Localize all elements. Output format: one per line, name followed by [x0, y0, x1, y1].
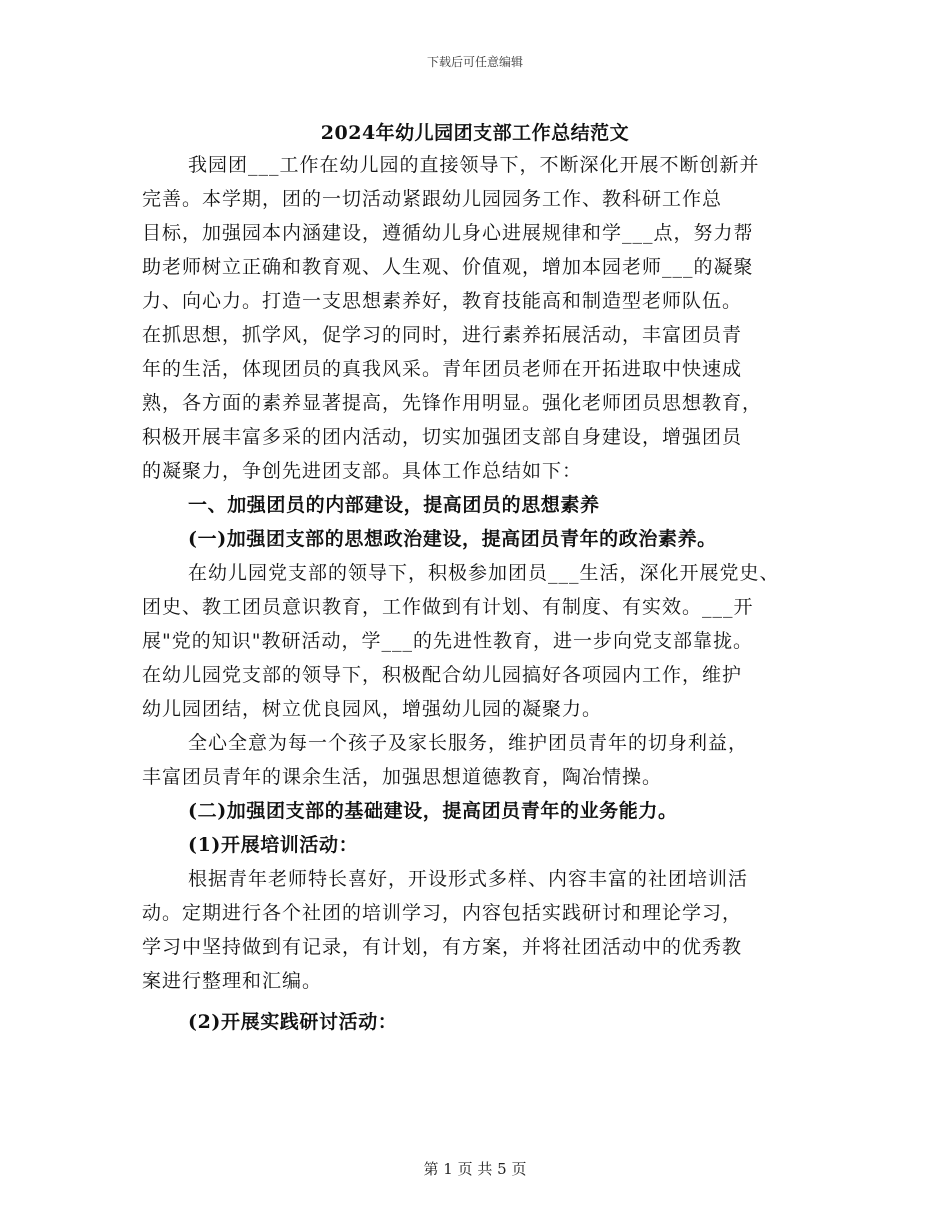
section-heading: 一、加强团员的内部建设，提高团员的思想素养 [188, 494, 600, 516]
paragraph-line: 幼儿园团结，树立优良园风，增强幼儿园的凝聚力。 [142, 698, 603, 720]
paragraph-line: 在幼儿园党支部的领导下，积极配合幼儿园搞好各项园内工作，维护 [142, 664, 743, 686]
item-heading: (1)开展培训活动： [188, 834, 359, 856]
download-note: 下载后可任意编辑 [426, 55, 523, 69]
paragraph-line: 展"党的知识"教研活动，学___的先进性教育，进一步向党支部靠拢。 [142, 630, 753, 652]
paragraph-line: 动。定期进行各个社团的培训学习，内容包括实践研讨和理论学习， [142, 902, 743, 924]
paragraph-line: 力、向心力。打造一支思想素养好，教育技能高和制造型老师队伍。 [142, 290, 743, 312]
paragraph-line: 全心全意为每一个孩子及家长服务，维护团员青年的切身利益， [188, 732, 749, 754]
paragraph-line: 年的生活，体现团员的真我风采。青年团员老师在开拓进取中快速成 [142, 358, 743, 380]
paragraph-line: 我园团___工作在幼儿园的直接领导下，不断深化开展不断创新并 [188, 154, 760, 176]
paragraph-line: 丰富团员青年的课余生活，加强思想道德教育，陶冶情操。 [142, 766, 663, 788]
paragraph-line: 积极开展丰富多采的团内活动，切实加强团支部自身建设，增强团员 [142, 426, 743, 448]
subsection-heading: (一)加强团支部的思想政治建设，提高团员青年的政治素养。 [188, 528, 717, 550]
paragraph-line: 在抓思想，抓学风，促学习的同时，进行素养拓展活动，丰富团员青 [142, 324, 743, 346]
subsection-heading: (二)加强团支部的基础建设，提高团员青年的业务能力。 [188, 800, 678, 822]
document-title: 2024年幼儿园团支部工作总结范文 [320, 122, 630, 144]
paragraph-line: 学习中坚持做到有记录，有计划，有方案，并将社团活动中的优秀教 [142, 936, 743, 958]
paragraph-line: 案进行整理和汇编。 [142, 970, 323, 992]
document-body [142, 148, 812, 1039]
paragraph-line: 目标，加强园本内涵建设，遵循幼儿身心进展规律和学___点，努力帮 [142, 222, 754, 244]
item-heading: (2)开展实践研讨活动： [188, 1011, 398, 1033]
page-number: 第 1 页 共 5 页 [423, 1160, 527, 1178]
paragraph-line: 在幼儿园党支部的领导下，积极参加团员___生活，深化开展党史、 [188, 562, 780, 584]
paragraph-line: 助老师树立正确和教育观、人生观、价值观，增加本园老师___的凝聚 [142, 256, 754, 278]
paragraph-line: 的凝聚力，争创先进团支部。具体工作总结如下： [142, 460, 583, 482]
paragraph-line: 熟，各方面的素养显著提高，先锋作用明显。强化老师团员思想教育， [142, 392, 763, 414]
paragraph-line: 完善。本学期，团的一切活动紧跟幼儿园园务工作、教科研工作总 [142, 188, 723, 210]
paragraph-line: 根据青年老师特长喜好，开设形式多样、内容丰富的社团培训活 [188, 868, 749, 890]
paragraph-line: 团史、教工团员意识教育，工作做到有计划、有制度、有实效。___开 [142, 596, 754, 618]
